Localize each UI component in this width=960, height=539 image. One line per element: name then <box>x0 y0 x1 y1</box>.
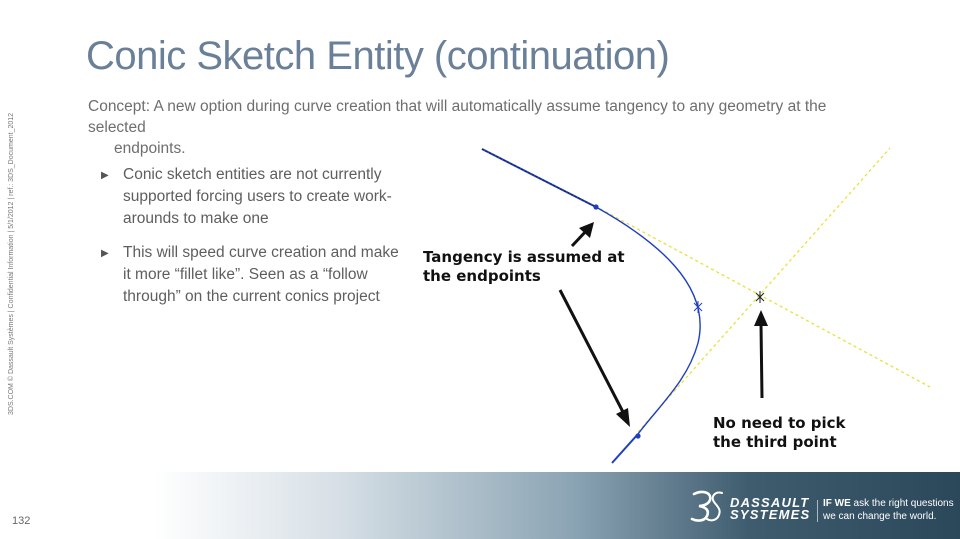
callout-tangency-line-1: Tangency is assumed at <box>423 248 625 266</box>
slide-title: Conic Sketch Entity (continuation) <box>86 34 670 78</box>
bullet-item <box>98 164 408 230</box>
bullet-arrow-icon: ▶ <box>101 170 109 181</box>
tagline-rest: ask the right questions <box>850 498 954 509</box>
dassault-logo <box>690 488 954 526</box>
concept-line-2: endpoints. <box>114 140 186 157</box>
3ds-logo-icon <box>690 488 724 524</box>
bullet-item <box>98 242 408 308</box>
endpoint-lower <box>635 433 640 438</box>
arrow-to-upper-endpoint <box>572 222 594 246</box>
tangent-line-lower <box>638 148 890 432</box>
existing-line-lower <box>612 434 638 463</box>
bullet-arrow-icon: ▶ <box>101 248 109 259</box>
callout-tangency <box>423 248 625 286</box>
endpoint-upper <box>593 204 598 209</box>
bullet-list <box>98 164 408 320</box>
tagline-line-2: we can change the world. <box>823 511 937 522</box>
concept-line-1: Concept: A new option during curve creation that will automatically assume tangency to any geometry at the selected <box>88 98 827 136</box>
logo-word-dassault: DASSAULT <box>730 495 810 510</box>
page-number: 132 <box>12 515 31 527</box>
callout-third-point <box>713 414 846 452</box>
tagline <box>823 497 954 523</box>
bullet-text: This will speed curve creation and make it more “fillet like”. Seen as a “follow through” on the current conics project <box>123 244 399 305</box>
callout-third-line-1: No need to pick <box>713 414 846 432</box>
confidentiality-note: 3DS.COM © Dassault Systèmes | Confidential Information | 5/1/2012 | ref.: 3DS_Document_2012 <box>8 112 15 415</box>
logo-word-systemes: SYSTEMES <box>730 507 811 522</box>
conic-curve <box>596 207 700 434</box>
tagline-bold: IF WE <box>823 498 851 509</box>
callout-tangency-line-2: the endpoints <box>423 267 541 285</box>
arrow-to-lower-endpoint <box>560 290 630 427</box>
logo-divider <box>817 500 818 522</box>
shoulder-point-marker <box>694 301 702 313</box>
bullet-text: Conic sketch entities are not currently supported forcing users to create work-arounds to make one <box>123 166 392 227</box>
conic-diagram <box>420 140 940 470</box>
callout-third-line-2: the third point <box>713 433 837 451</box>
arrow-to-third-point <box>754 310 768 398</box>
